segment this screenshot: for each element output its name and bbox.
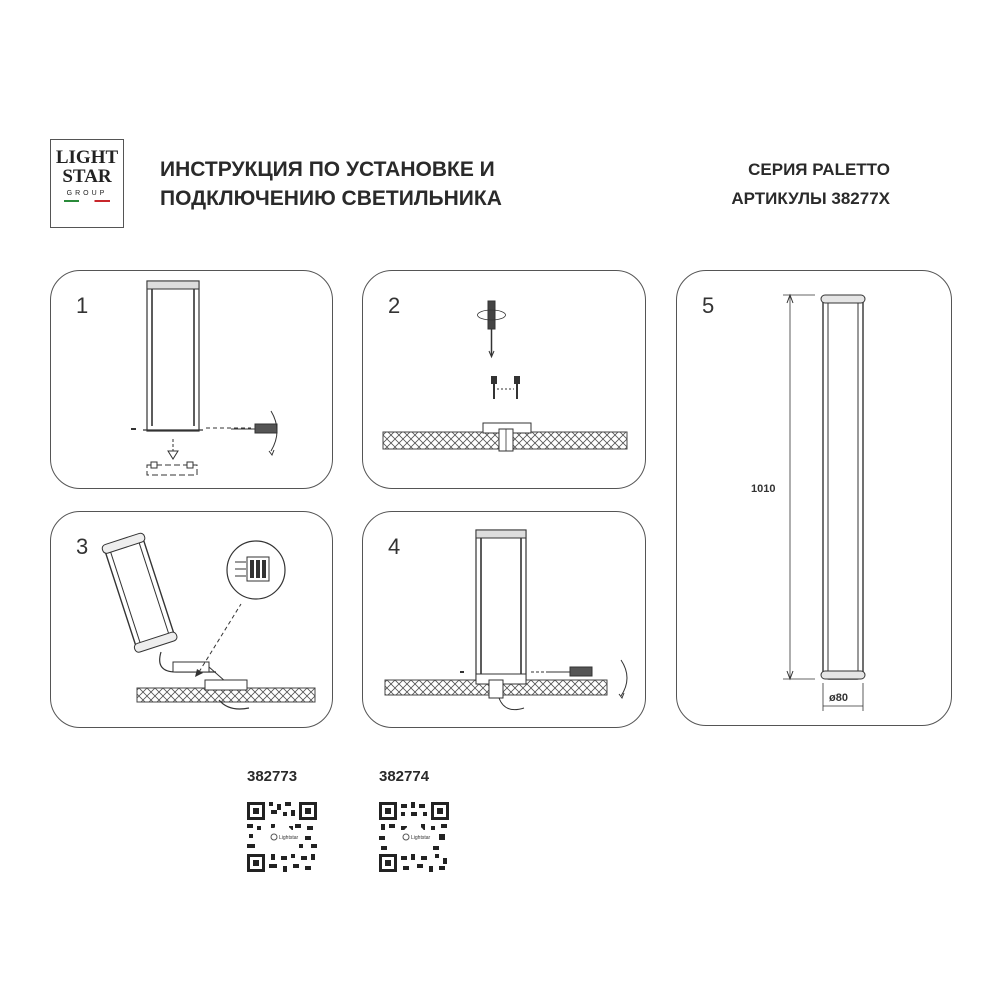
height-dimension-label: 1010 [751, 483, 776, 495]
step-2-panel [362, 270, 646, 489]
step-2-number: 2 [388, 293, 401, 318]
qr-2-brand-label: Lightstar [411, 835, 431, 841]
article-numbers: АРТИКУЛЫ 38277X [731, 189, 890, 208]
step-1-illustration [51, 271, 334, 490]
title-line-2: ПОДКЛЮЧЕНИЮ СВЕТИЛЬНИКА [160, 187, 502, 210]
step-4-panel [362, 511, 646, 728]
qr-code-1[interactable] [245, 800, 319, 874]
step-3-panel [50, 511, 333, 728]
step-2-illustration [363, 271, 647, 490]
diameter-dimension-label: ø80 [829, 692, 848, 704]
step-1-panel [50, 270, 333, 489]
qr-code-2[interactable] [377, 800, 451, 874]
step-4-number: 4 [388, 534, 401, 559]
logo-line-3: GROUP [66, 190, 108, 197]
step-5-illustration [677, 271, 953, 727]
title-line-1: ИНСТРУКЦИЯ ПО УСТАНОВКЕ И [160, 158, 495, 181]
logo-line-2: STAR [62, 166, 112, 187]
logo-flag-stripe [64, 200, 110, 202]
step-5-number: 5 [702, 293, 715, 318]
series-name: СЕРИЯ PALETTO [748, 160, 890, 179]
qr-1-brand-label: Lightstar [279, 835, 299, 841]
logo-line-1: LIGHT [55, 147, 119, 168]
step-5-panel [676, 270, 952, 726]
step-3-number: 3 [76, 534, 89, 559]
step-4-illustration [363, 512, 647, 729]
step-3-illustration [51, 512, 334, 729]
brand-logo [50, 139, 124, 228]
step-1-number: 1 [76, 293, 89, 318]
product-code-2: 382774 [379, 768, 430, 785]
document-title [160, 155, 502, 213]
series-info [731, 155, 890, 213]
product-code-1: 382773 [247, 768, 298, 785]
